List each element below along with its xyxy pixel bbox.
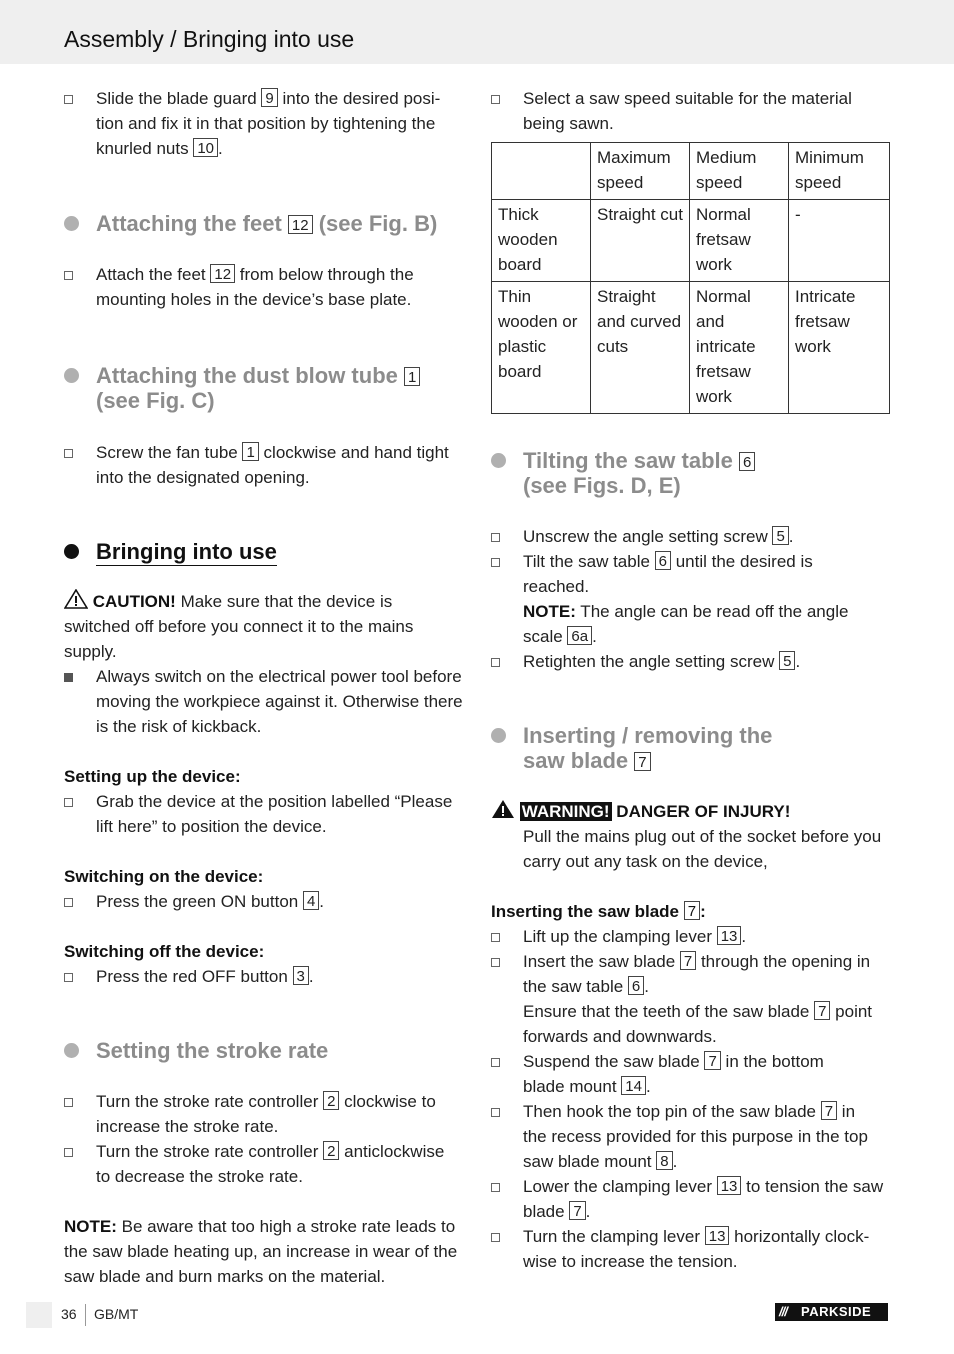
checkbox-bullet-icon xyxy=(64,449,73,458)
checkbox-bullet-icon xyxy=(64,1148,73,1157)
subheading-switch-on: Switching on the device: xyxy=(64,867,264,886)
list-item: Lower the clamping lever 13 to tension the saw blade 7 . xyxy=(491,1174,890,1224)
table-cell: Straight and curved cuts xyxy=(591,282,690,414)
checkbox-bullet-icon xyxy=(491,558,500,567)
section-heading-feet: Attaching the feet 12 (see Fig. B) xyxy=(64,211,464,236)
table-cell: Thin wooden or plastic board xyxy=(492,282,591,414)
checkbox-bullet-icon xyxy=(491,1183,500,1192)
checkbox-bullet-icon xyxy=(491,958,500,967)
checkbox-bullet-icon xyxy=(491,1108,500,1117)
bullet-dot-icon xyxy=(64,216,79,231)
table-cell: Normal and intricate fretsaw work xyxy=(690,282,789,414)
table-header-cell xyxy=(492,143,591,200)
list-item: Turn the stroke rate controller 2 anticlockwise to decrease the stroke rate. xyxy=(64,1139,464,1189)
part-ref: 13 xyxy=(717,1176,742,1195)
bullet-dot-icon xyxy=(491,728,506,743)
right-column xyxy=(491,86,890,1274)
checkbox-bullet-icon xyxy=(64,95,73,104)
square-bullet-icon xyxy=(64,673,73,682)
part-ref: 4 xyxy=(303,891,319,910)
part-ref: 1 xyxy=(404,367,420,386)
checkbox-bullet-icon xyxy=(64,798,73,807)
table-row xyxy=(492,282,890,414)
logo-stripes: /// xyxy=(779,1304,787,1319)
checkbox-bullet-icon xyxy=(491,533,500,542)
checkbox-bullet-icon xyxy=(491,95,500,104)
section-heading-dust-tube: Attaching the dust blow tube 1 (see Fig. C) xyxy=(64,363,464,413)
checkbox-bullet-icon xyxy=(491,1058,500,1067)
checkbox-bullet-icon xyxy=(64,898,73,907)
list-item: Retighten the angle setting screw 5 . xyxy=(491,649,890,674)
logo-name: PARKSIDE xyxy=(801,1304,872,1319)
table-cell: Straight cut xyxy=(591,200,690,282)
part-ref: 8 xyxy=(656,1151,672,1170)
list-item: Select a saw speed suitable for the material being sawn. xyxy=(491,86,890,136)
checkbox-bullet-icon xyxy=(64,973,73,982)
list-item: Turn the stroke rate controller 2 clockwise to increase the stroke rate. xyxy=(64,1089,464,1139)
list-item: Press the red OFF button 3 . xyxy=(64,964,464,989)
footer-marker xyxy=(26,1302,52,1328)
warning-badge: WARNING! xyxy=(521,802,610,821)
list-item: Press the green ON button 4 . xyxy=(64,889,464,914)
list-item: Suspend the saw blade 7 in the bottom blade mount 14 . xyxy=(491,1049,890,1099)
list-item: Attach the feet 12 from below through the mounting holes in the device’s base plate. xyxy=(64,262,464,312)
section-heading-bringing-into-use: Bringing into use xyxy=(64,539,464,564)
bullet-dot-icon xyxy=(64,1043,79,1058)
subheading-setup: Setting up the device: xyxy=(64,767,241,786)
caution-text: CAUTION! Make sure that the device is switched off before you connect it to the mains supply. xyxy=(64,589,464,664)
section-heading-tilt-table: Tilting the saw table 6 (see Figs. D, E) xyxy=(491,448,890,498)
note-text: NOTE: Be aware that too high a stroke rate leads to the saw blade heating up, an increase in wear of the saw blade and burn marks on the material. xyxy=(64,1217,458,1286)
part-ref: 9 xyxy=(261,88,277,107)
checkbox-bullet-icon xyxy=(64,1098,73,1107)
part-ref: 7 xyxy=(569,1201,585,1220)
part-ref: 2 xyxy=(323,1141,339,1160)
list-item: Slide the blade guard 9 into the desired posi- tion and fix it in that position by tightening the knurled nuts 10 . xyxy=(64,86,464,161)
table-row xyxy=(492,200,890,282)
page-number: 36 xyxy=(61,1306,77,1322)
list-item: Unscrew the angle setting screw 5 . xyxy=(491,524,890,549)
section-heading-stroke-rate: Setting the stroke rate xyxy=(64,1038,464,1063)
footer-divider xyxy=(85,1304,86,1326)
part-ref: 5 xyxy=(779,651,795,670)
warning-triangle-icon xyxy=(491,799,515,819)
part-ref: 12 xyxy=(210,264,235,283)
part-ref: 2 xyxy=(323,1091,339,1110)
part-ref: 13 xyxy=(717,926,742,945)
table-cell: - xyxy=(789,200,890,282)
part-ref: 7 xyxy=(634,752,650,771)
part-ref: 7 xyxy=(704,1051,720,1070)
warning-text: WARNING! DANGER OF INJURY! Pull the mains plug out of the socket before you carry out any task on the device, xyxy=(491,799,890,874)
part-ref: 6 xyxy=(655,551,671,570)
list-item: Tilt the saw table 6 until the desired is reached. NOTE: The angle can be read off the angle scale 6a . xyxy=(491,549,890,649)
table-header-cell: Medium speed xyxy=(690,143,789,200)
bullet-dot-icon xyxy=(64,368,79,383)
warning-triangle-icon xyxy=(64,589,88,609)
checkbox-bullet-icon xyxy=(491,933,500,942)
section-heading-saw-blade: Inserting / removing the saw blade 7 xyxy=(491,723,890,773)
list-item: Turn the clamping lever 13 horizontally clock- wise to increase the tension. xyxy=(491,1224,890,1274)
table-cell: Thick wooden board xyxy=(492,200,591,282)
table-header-row xyxy=(492,143,890,200)
list-item: Grab the device at the position labelled “Please lift here” to position the device. xyxy=(64,789,464,839)
page-header xyxy=(0,0,954,64)
part-ref: 6 xyxy=(628,976,644,995)
subheading-insert-blade: Inserting the saw blade 7 : xyxy=(491,902,706,921)
part-ref: 12 xyxy=(288,215,313,234)
checkbox-bullet-icon xyxy=(491,658,500,667)
part-ref: 14 xyxy=(621,1076,646,1095)
part-ref: 1 xyxy=(242,442,258,461)
part-ref: 7 xyxy=(821,1101,837,1120)
table-cell: Normal fretsaw work xyxy=(690,200,789,282)
table-header-cell: Minimum speed xyxy=(789,143,890,200)
checkbox-bullet-icon xyxy=(64,271,73,280)
part-ref: 7 xyxy=(680,951,696,970)
part-ref: 13 xyxy=(705,1226,730,1245)
part-ref: 7 xyxy=(684,901,700,920)
part-ref: 5 xyxy=(772,526,788,545)
page-title: Assembly / Bringing into use xyxy=(64,26,355,52)
bullet-dot-icon xyxy=(491,453,506,468)
checkbox-bullet-icon xyxy=(491,1233,500,1242)
list-item: Screw the fan tube 1 clockwise and hand tight into the designated opening. xyxy=(64,440,464,490)
speed-table xyxy=(491,142,890,414)
bullet-dot-icon xyxy=(64,544,79,559)
part-ref: 3 xyxy=(293,966,309,985)
part-ref: 7 xyxy=(814,1001,830,1020)
list-item: Then hook the top pin of the saw blade 7 in the recess provided for this purpose in the top saw blade mount 8 . xyxy=(491,1099,890,1174)
left-column xyxy=(64,86,464,1289)
part-ref: 10 xyxy=(193,138,218,157)
table-header-cell: Maximum speed xyxy=(591,143,690,200)
list-item: Always switch on the electrical power tool before moving the workpiece against it. Otherwise there is the risk of kickback. xyxy=(64,664,464,739)
region-code: GB/MT xyxy=(94,1306,139,1322)
list-item: Lift up the clamping lever 13 . xyxy=(491,924,890,949)
list-item: Insert the saw blade 7 through the opening in the saw table 6 . Ensure that the teeth of the saw blade 7 point forwards and downwards. xyxy=(491,949,890,1049)
part-ref: 6 xyxy=(739,452,755,471)
parkside-logo xyxy=(775,1303,888,1321)
table-cell: Intricate fretsaw work xyxy=(789,282,890,414)
part-ref: 6a xyxy=(567,626,592,645)
subheading-switch-off: Switching off the device: xyxy=(64,942,265,961)
